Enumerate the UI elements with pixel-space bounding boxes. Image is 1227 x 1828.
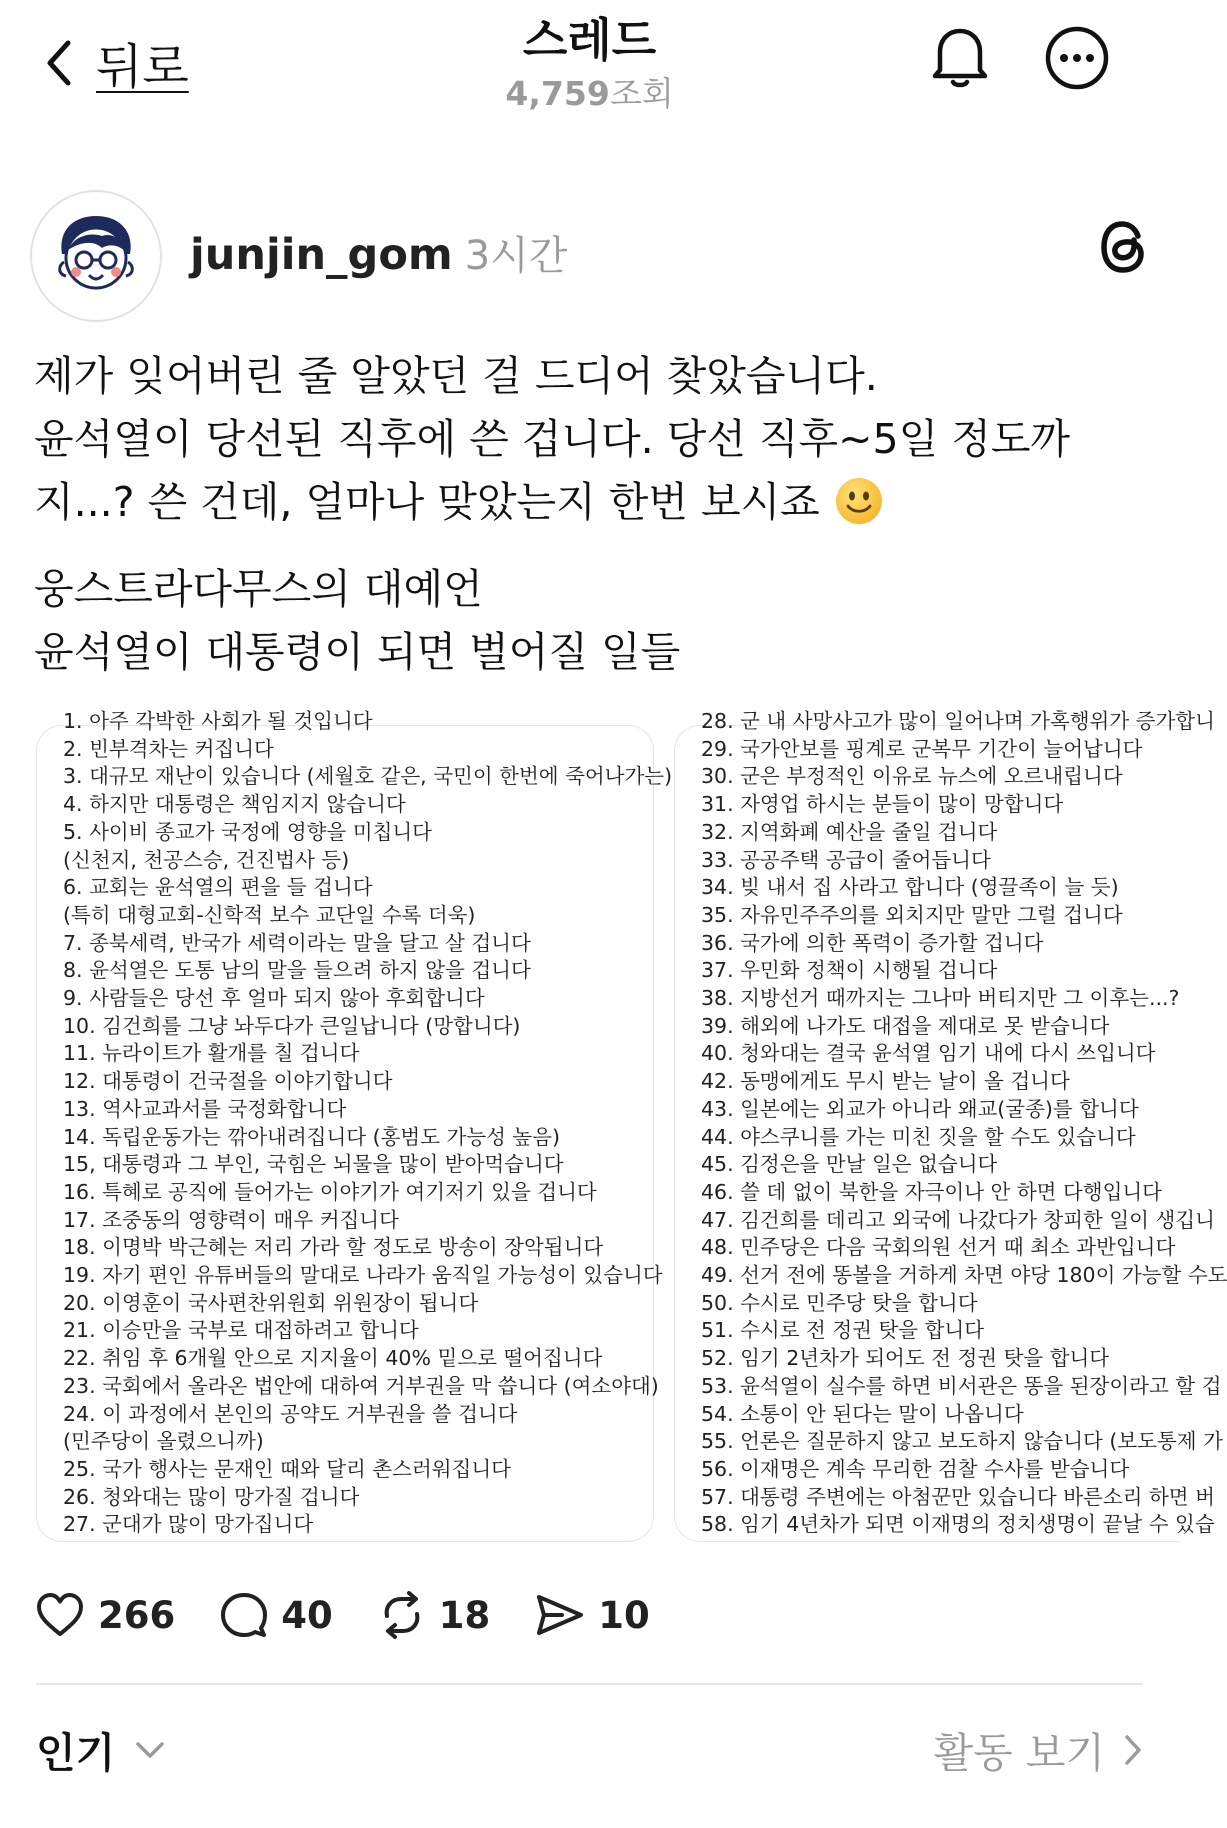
share-count: 10 [598, 1593, 650, 1637]
prediction-line: 45. 김정은을 만날 일은 없습니다 [701, 1152, 998, 1177]
post-body [34, 345, 1144, 684]
avatar[interactable] [30, 190, 162, 322]
prediction-line: 44. 야스쿠니를 가는 미친 짓을 할 수도 있습니다 [701, 1124, 1136, 1149]
prediction-line: 37. 우민화 정책이 시행될 겁니다 [701, 958, 998, 983]
post-text-line [34, 471, 1144, 534]
post-subtitle-line: 윤석열이 대통령이 되면 벌어질 일들 [34, 628, 681, 676]
prediction-list-left [63, 708, 672, 1539]
prediction-line: 2. 빈부격차는 커집니다 [63, 736, 274, 761]
prediction-line: 3. 대규모 재난이 있습니다 (세월호 같은, 국민이 한번에 죽어나가는) [63, 764, 673, 789]
attached-image-left[interactable] [36, 709, 673, 1542]
back-button[interactable] [44, 28, 189, 97]
more-icon [1044, 25, 1110, 91]
prediction-line: 12. 대통령이 건국절을 이야기합니다 [63, 1069, 393, 1094]
prediction-line: 18. 이명박 박근혜는 저리 가라 할 정도로 방송이 장악됩니다 [63, 1235, 604, 1260]
like-button[interactable] [36, 1592, 175, 1638]
prediction-line: 48. 민주당은 다음 국회의원 선거 때 최소 과반입니다 [701, 1235, 1176, 1260]
prediction-line: 17. 조중동의 영향력이 매우 커집니다 [63, 1207, 399, 1232]
prediction-line: 20. 이영훈이 국사편찬위원회 위원장이 됩니다 [63, 1290, 479, 1315]
replies-header [36, 1720, 1143, 1780]
prediction-line: (민주당이 올렸으니까) [63, 1429, 264, 1454]
send-icon [536, 1593, 584, 1637]
chevron-left-icon [44, 39, 74, 87]
heart-icon [36, 1592, 84, 1638]
post-timestamp: 3시간 [464, 233, 568, 279]
post-actions-bar [36, 1585, 696, 1645]
view-activity-button[interactable] [934, 1720, 1143, 1779]
prediction-line: 56. 이재명은 계속 무리한 검찰 수사를 받습니다 [701, 1456, 1130, 1481]
prediction-line: (특히 대형교회-신학적 보수 교단일 수록 더욱) [63, 902, 476, 927]
prediction-line: 30. 군은 부정적인 이유로 뉴스에 오르내립니다 [701, 764, 1123, 789]
prediction-line: 49. 선거 전에 똥볼을 거하게 차면 야당 180이 가능할 수도 [701, 1263, 1227, 1288]
prediction-line: 28. 군 내 사망사고가 많이 일어나며 가혹행위가 증가합니 [701, 709, 1215, 733]
post-author-row [30, 190, 1150, 320]
repost-button[interactable] [379, 1592, 491, 1638]
sort-dropdown[interactable] [36, 1720, 165, 1779]
prediction-line: 47. 김건희를 데리고 외국에 나갔다가 창피한 일이 생깁니 [701, 1207, 1215, 1232]
prediction-line: 36. 국가에 의한 폭력이 증가할 겁니다 [701, 930, 1044, 955]
prediction-line: 10. 김건희를 그냥 놔두다가 큰일납니다 (망합니다) [63, 1013, 521, 1038]
smiley-emoji-icon [834, 476, 884, 526]
view-count-number: 4,759 [505, 74, 610, 113]
prediction-line: 35. 자유민주주의를 외치지만 말만 그럴 겁니다 [701, 902, 1123, 927]
comment-button[interactable] [221, 1592, 333, 1638]
threads-logo-button[interactable] [1100, 220, 1146, 278]
prediction-line: 5. 사이비 종교가 국정에 영향을 미칩니다 [63, 819, 432, 844]
prediction-line: 7. 종북세력, 반국가 세력이라는 말을 달고 살 겁니다 [63, 930, 531, 955]
avatar-illustration [32, 192, 160, 320]
post-subtitle-line: 웅스트라다무스의 대예언 [34, 565, 483, 613]
comment-icon [221, 1592, 267, 1638]
post-text-line-content: 지...? 쓴 건데, 얼마나 맞았는지 한번 보시죠 [34, 478, 820, 526]
attached-image-right[interactable] [674, 709, 1227, 1542]
prediction-line: 6. 교회는 윤석열의 편을 들 겁니다 [63, 875, 373, 900]
prediction-line: 15, 대통령과 그 부인, 국힘은 뇌물을 많이 받아먹습니다 [63, 1152, 564, 1177]
prediction-line: 27. 군대가 많이 망가집니다 [63, 1512, 314, 1537]
bell-icon [928, 22, 992, 90]
repost-count: 18 [438, 1593, 491, 1637]
prediction-line: 38. 지방선거 때까지는 그나마 버티지만 그 이후는...? [701, 986, 1180, 1011]
more-options-button[interactable] [1044, 25, 1110, 95]
threads-logo-icon [1100, 220, 1146, 274]
prediction-line: 21. 이승만을 국부로 대접하려고 합니다 [63, 1318, 419, 1343]
prediction-line: 16. 특혜로 공직에 들어가는 이야기가 여기저기 있을 겁니다 [63, 1179, 597, 1204]
chevron-down-icon [135, 1740, 165, 1760]
chevron-right-icon [1123, 1734, 1143, 1766]
prediction-line: 19. 자기 편인 유튜버들의 말대로 나라가 움직일 가능성이 있습니다 [63, 1263, 663, 1288]
sort-label: 인기 [36, 1729, 116, 1777]
prediction-line: 31. 자영업 하시는 분들이 많이 망합니다 [701, 792, 1064, 817]
prediction-line: 23. 국회에서 올라온 법안에 대하여 거부권을 막 씁니다 (여소야대) [63, 1373, 659, 1398]
username-text: junjin_gom [190, 230, 453, 280]
prediction-line: 1. 아주 각박한 사회가 될 것입니다 [63, 709, 373, 733]
prediction-line: 14. 독립운동가는 깎아내려집니다 (홍범도 가능성 높음) [63, 1124, 561, 1149]
prediction-line: 52. 임기 2년차가 되어도 전 정권 탓을 합니다 [701, 1346, 1110, 1371]
section-divider [36, 1683, 1143, 1685]
post-text-line: 윤석열이 당선된 직후에 쓴 겁니다. 당선 직후~5일 정도까 [34, 415, 1071, 463]
prediction-line: 55. 언론은 질문하지 않고 보도하지 않습니다 (보도통제 가 [701, 1429, 1223, 1454]
share-button[interactable] [536, 1593, 650, 1637]
prediction-line: 58. 임기 4년차가 되면 이재명의 정치생명이 끝날 수 있습 [701, 1512, 1215, 1537]
prediction-line: 46. 쓸 데 없이 북한을 자극이나 안 하면 다행입니다 [701, 1179, 1162, 1204]
page-title: 스레드 [522, 13, 657, 67]
prediction-line: 39. 해외에 나가도 대접을 제대로 못 받습니다 [701, 1013, 1110, 1038]
prediction-line: 43. 일본에는 외교가 아니라 왜교(굴종)를 합니다 [701, 1096, 1139, 1121]
prediction-line: 9. 사람들은 당선 후 얼마 되지 않아 후회합니다 [63, 986, 485, 1011]
prediction-line: 57. 대통령 주변에는 아첨꾼만 있습니다 바른소리 하면 버 [701, 1484, 1215, 1509]
prediction-line: 13. 역사교과서를 국정화합니다 [63, 1096, 347, 1121]
prediction-line: 22. 취임 후 6개월 안으로 지지율이 40% 밑으로 떨어집니다 [63, 1346, 603, 1371]
prediction-line: 50. 수시로 민주당 탓을 합니다 [701, 1290, 978, 1315]
prediction-line: 42. 동맹에게도 무시 받는 날이 올 겁니다 [701, 1069, 1070, 1094]
prediction-line: 51. 수시로 전 정권 탓을 합니다 [701, 1318, 985, 1343]
username[interactable] [190, 224, 567, 281]
prediction-line: 4. 하지만 대통령은 책임지지 않습니다 [63, 792, 406, 817]
prediction-line: 32. 지역화폐 예산을 줄일 겁니다 [701, 819, 998, 844]
prediction-line: 8. 윤석열은 도통 남의 말을 들으려 하지 않을 겁니다 [63, 958, 531, 983]
view-activity-label: 활동 보기 [933, 1729, 1105, 1777]
prediction-line: 11. 뉴라이트가 활개를 칠 겁니다 [63, 1041, 360, 1066]
repost-icon [379, 1592, 425, 1638]
prediction-line: 40. 청와대는 결국 윤석열 임기 내에 다시 쓰입니다 [701, 1041, 1156, 1066]
prediction-line: 24. 이 과정에서 본인의 공약도 거부권을 쓸 겁니다 [63, 1401, 518, 1426]
post-text-line: 제가 잊어버린 줄 알았던 걸 드디어 찾았습니다. [34, 352, 878, 400]
prediction-line: 26. 청와대는 많이 망가질 겁니다 [63, 1484, 360, 1509]
back-label: 뒤로 [96, 39, 189, 95]
prediction-line: 33. 공공주택 공급이 줄어듭니다 [701, 847, 991, 872]
notifications-button[interactable] [928, 22, 992, 94]
prediction-line: 25. 국가 행사는 문재인 때와 달리 촌스러워집니다 [63, 1456, 511, 1481]
comment-count: 40 [281, 1593, 333, 1637]
prediction-line: (신천지, 천공스승, 건진법사 등) [63, 847, 350, 872]
top-navigation-bar [0, 0, 1179, 130]
prediction-line: 34. 빚 내서 집 사라고 합니다 (영끌족이 늘 듯) [701, 875, 1119, 900]
like-count: 266 [98, 1593, 176, 1637]
prediction-line: 29. 국가안보를 핑계로 군복무 기간이 늘어납니다 [701, 736, 1143, 761]
view-count-suffix: 조회 [609, 74, 674, 113]
prediction-list-right [701, 708, 1227, 1539]
prediction-line: 54. 소통이 안 된다는 말이 나옵니다 [701, 1401, 1024, 1426]
prediction-line: 53. 윤석열이 실수를 하면 비서관은 똥을 된장이라고 할 겁 [701, 1373, 1222, 1398]
